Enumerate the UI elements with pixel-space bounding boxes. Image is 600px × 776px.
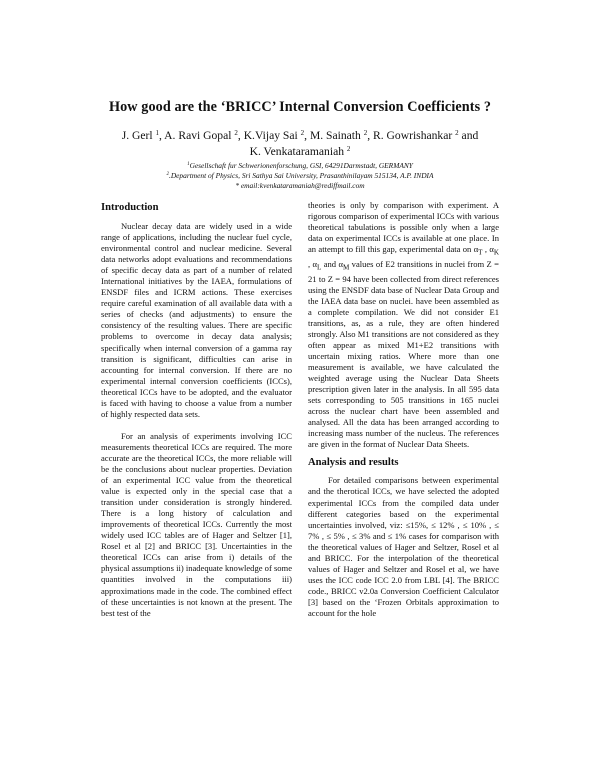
affiliation-mark: 2 <box>166 172 169 177</box>
paragraph <box>308 200 499 450</box>
affiliation-mark: 1 <box>187 162 190 167</box>
alpha-symbol: α <box>338 258 343 269</box>
author-conjunction: and <box>458 129 479 142</box>
subscript: K <box>493 248 499 257</box>
author-affiliation-mark: 1 <box>155 129 160 137</box>
separator: , <box>482 244 490 255</box>
author-line-1 <box>70 128 530 144</box>
separator: , <box>308 258 313 269</box>
subscript: M <box>342 263 350 272</box>
affiliation-2 <box>80 171 520 181</box>
section-heading-introduction: Introduction <box>101 202 159 213</box>
author-name: , K.Vijay Sai <box>237 129 298 142</box>
paragraph-text: theories is only by comparison with experiment. A rigorous comparison of experimental ICCs with various theoretical tabulations is possible only when a large data on experimental ICCs is available at one place. In an attempt to fill this gap, experimental data on <box>308 200 499 255</box>
affiliation-text: Gesellschaft fur Schwerionenforschung, GSI, 64291Darmstadt, GERMANY <box>189 161 413 170</box>
left-column <box>101 200 292 619</box>
paragraph: For detailed comparisons between experimental and the therotical ICCs, we have selected the adopted experimental ICCs from the compiled data under different categories based on the experimental uncertainties involved, viz: ≤15%, ≤ 12% , ≤ 10% , ≤ 7% , ≤ 5% , ≤ 3% and ≤ 1% cases for comparison with the theoretical values of Hager and Seltzer, Rosel et al and BRICC. For the interpolation of the theoretical values of Hager and Seltzer and Rosel et al, we have uses the ICC code ICC 2.0 from LBL [4]. The BRICC code., BRICC v2.0a Conversion Coefficient Calculator [3] based on the ‘Frozen Orbitals approximation to account for the hole <box>308 475 499 618</box>
author-name: K. Venkataramaniah <box>249 145 345 158</box>
separator: and <box>321 258 339 269</box>
author-affiliation-mark: 2 <box>234 129 238 137</box>
affiliation-text: .Department of Physics, Sri Sathya Sai University, Prasanthinilayam 515134, A.P. INDIA <box>168 171 434 180</box>
author-list <box>70 128 530 160</box>
author-affiliation-mark: 2 <box>363 129 368 137</box>
author-name: , M. Sainath <box>304 129 361 142</box>
paper-title: How good are the ‘BRICC’ Internal Conversion Coefficients ? <box>108 99 492 115</box>
author-affiliation-mark: 2 <box>455 129 459 137</box>
author-name: , R. Gowrishankar <box>367 129 453 142</box>
affiliation-1 <box>80 161 520 171</box>
right-column <box>308 200 499 619</box>
alpha-t-symbol <box>473 244 483 257</box>
section-heading-analysis: Analysis and results <box>308 457 399 469</box>
author-name: J. Gerl <box>121 129 153 142</box>
paragraph: For an analysis of experiments involving ICC measurements theoretical ICCs are required. The more accurate are the theoretical ICCs, the more reliable will be the conclusions about nuclear properties. Deviation of an experimental ICC value from the theoretical value is expected only in the special case that a transition under consideration is strongly hindered. There is a long history of calculation and improvements of theoretical ICCs. Currently the most widely used ICC tables are of Hager and Seltzer [1], Rosel et al [2] and BRICC [3]. Uncertainties in the theoretical ICCs can arise from i) details of the physical assumptions ii) inadequate knowledge of some quantities involved in the computations iii) approximations made in the code. The combined effect of these uncertainties is not known at the present. The best test of the <box>101 430 292 618</box>
subscript: L <box>317 263 322 272</box>
subscript: T <box>478 248 483 257</box>
author-affiliation-mark: 2 <box>300 129 305 137</box>
affiliations <box>80 161 520 191</box>
author-line-2 <box>70 144 530 160</box>
alpha-symbol: α <box>489 244 494 255</box>
alpha-m-symbol <box>338 258 350 272</box>
alpha-symbol: α <box>473 244 479 255</box>
paragraph-text: values of E2 transitions in nuclei from Z = 21 to Z = 94 have been collected from direct references using the ENSDF data base of Nuclear Data Group and the IAEA data base on nuclei. have been assembled as a complete compilation. We did not consider E1 transitions, as, as a rule, they are often hindered strongly. Also M1 transitions are not considered as they often appear as mixed M1+E2 transitions with uncertain mixing ratios. Where more than one measurement is available, we have calculated the weighted average using the Nuclear Data Sheets prescription given later in the analysis. In all 595 data sets corresponding to 505 transitions in 165 nuclei across the nuclear chart have been assembled and analysed. All the data has been arranged according to increasing mass number of the nucleus. The references are given in the format of Nuclear Data Sheets. <box>308 258 499 450</box>
author-affiliation-mark: 2 <box>346 145 351 153</box>
contact-email: * email:kvenkataramaniah@rediffmail.com <box>235 181 365 190</box>
paragraph: Nuclear decay data are widely used in a wide range of applications, including the nuclear fuel cycle, environmental control and nuclear medicine. Several data networks adopt evaluations and recommendations of specific decay data as part of a number of related International initiatives by the IAEA, formulations of ENSDF files and ICRM actions. These exercises require careful examination of all available data with a series of checks (and adjustments) to ensure the consistency of the resulting values. There are specific problems to overcome in decay data analysis; specifically when internal conversion of a gamma ray transition is significant, difficulties can arise in accounting for internal conversion. If there are no experimental internal conversion coefficients (ICCs), theoretical ICCs have to be adopted, and the evaluator is faced with having to choose a value from a number of highly respected data sets. <box>101 221 292 419</box>
alpha-k-symbol <box>489 244 499 257</box>
author-name: , A. Ravi Gopal <box>159 129 232 142</box>
alpha-symbol: α <box>312 258 318 269</box>
